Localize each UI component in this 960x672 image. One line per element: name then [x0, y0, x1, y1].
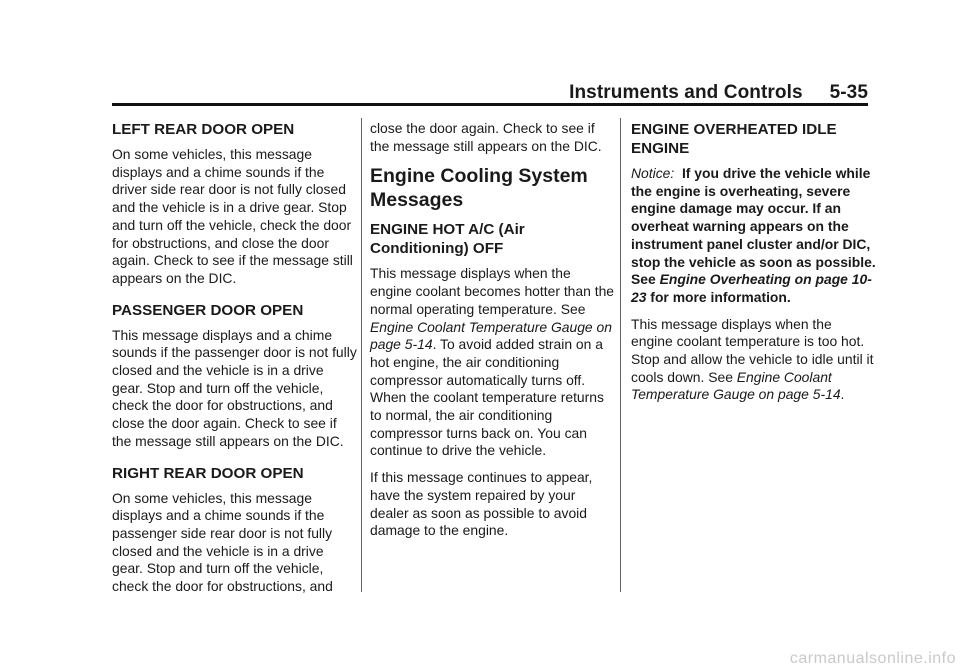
column-2 — [370, 120, 616, 549]
notice-text-end: for more information. — [646, 288, 791, 305]
heading-engine-overheated: ENGINE OVERHEATED IDLE ENGINE — [631, 121, 837, 157]
section-title-engine-cooling: Engine Cooling System Messages — [370, 165, 588, 212]
cross-reference-link[interactable]: Engine Coolant Temperature Gauge on page 5-14 — [370, 318, 612, 353]
header-rule — [112, 103, 868, 106]
column-divider-1 — [361, 118, 362, 592]
heading-engine-hot-ac-off: ENGINE HOT A/C (Air Conditioning) OFF — [370, 221, 525, 258]
paragraph-left-rear-door-open: On some vehicles, this message displays and a chime sounds if the driver side rear door is not fully closed and the vehicle is in a drive gear. Stop and turn off the vehicle, check the door for obstructions, and close the door again. Check to see if the message still appears on the DIC. — [112, 146, 353, 286]
heading-right-rear-door-open: RIGHT REAR DOOR OPEN — [112, 464, 304, 482]
cross-reference-link[interactable]: Engine Overheating on page 10-23 — [631, 271, 872, 305]
text-run: This message displays when the engine coolant becomes hotter than the normal operating temperature. See — [370, 265, 615, 317]
notice-label: Notice: — [631, 165, 675, 181]
page-header — [0, 0, 960, 105]
notice-paragraph — [631, 165, 880, 307]
column-3 — [631, 120, 880, 413]
paragraph-right-rear-door-open: On some vehicles, this message displays and a chime sounds if the passenger side rear door is not fully closed and the vehicle is in a drive gear. Stop and turn off the vehicle, check the door for obstructions, and — [112, 489, 333, 595]
heading-passenger-door-open: PASSENGER DOOR OPEN — [112, 301, 304, 319]
paragraph-engine-overheated — [631, 316, 877, 405]
cross-reference-link[interactable]: Engine Coolant Temperature Gauge on page 5-14 — [631, 368, 841, 403]
text-run: This message displays when the engine coolant temperature is too hot. Stop and allow the vehicle to idle until it cools down. See — [631, 315, 874, 385]
paragraph-engine-hot-1 — [370, 265, 616, 460]
paragraph-passenger-door-open: This message displays and a chime sounds if the passenger door is not fully closed and the vehicle is in a drive gear. Stop and turn off the vehicle, check the door for obstructions, and close the door again. Check to see if the message still appears on the DIC. — [112, 326, 357, 449]
column-divider-2 — [620, 118, 621, 592]
header-title: Instruments and Controls 5-35 — [569, 82, 868, 103]
watermark: carmanualsonline.info — [789, 650, 956, 667]
column-1 — [112, 120, 358, 605]
notice-text: If you drive the vehicle while the engine is overheating, severe engine damage may occur. If an overheat warning appears on the instrument panel cluster and/or DIC, stop the vehicle as soon as possible. See — [631, 165, 880, 288]
paragraph-continued: close the door again. Check to see if the message still appears on the DIC. — [370, 120, 602, 154]
text-run: . — [840, 386, 845, 403]
text-run: . To avoid added strain on a hot engine, the air conditioning compressor automatically turns off. When the coolant temperature returns to normal, the air conditioning compressor turns back on. You can continue to drive the vehicle. — [370, 336, 604, 459]
paragraph-engine-hot-2: If this message continues to appear, have the system repaired by your dealer as soon as possible to avoid damage to the engine. — [370, 469, 593, 539]
heading-left-rear-door-open: LEFT REAR DOOR OPEN — [112, 121, 295, 138]
